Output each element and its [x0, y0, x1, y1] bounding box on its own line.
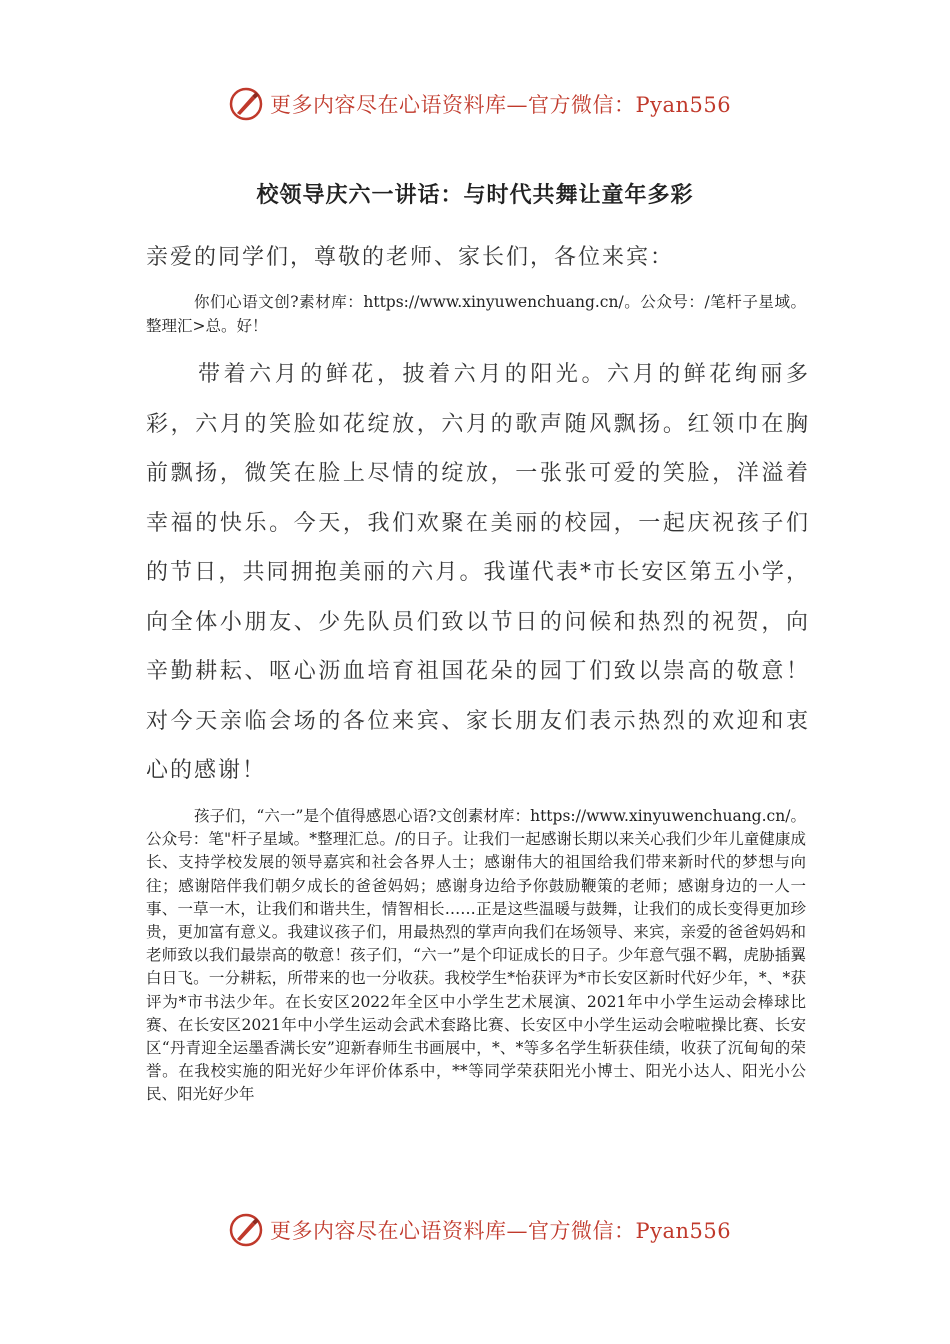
banner-text: 更多内容尽在心语资料库—官方微信：Pyan556	[270, 93, 732, 117]
paragraph-opening: 带着六月的鲜花，披着六月的阳光。六月的鲜花绚丽多彩，六月的笑脸如花绽放，六月的歌声随风飘扬。红领巾在胸前飘扬，微笑在脸上尽情的绽放，一张张可爱的笑脸，洋溢着幸福的快乐。今天，我们欢聚在美丽的校园，一起庆祝孩子们的节日，共同拥抱美丽的六月。我谨代表*市长安区第五小学，向全体小朋友、少先队员们致以节日的问候和热烈的祝贺，向辛勤耕耘、呕心沥血培育祖国花朵的园丁们致以崇高的敬意！对今天亲临会场的各位来宾、家长朋友们表示热烈的欢迎和衷心的感谢！	[146, 362, 810, 783]
footer-banner	[0, 1206, 950, 1254]
footer-banner-text: 更多内容尽在心语资料库—官方微信：Pyan556	[270, 1219, 732, 1243]
paragraph-source-note: 你们心语文创?素材库：https://www.xinyuwenchuang.cn/。公众号：/笔杆子星域。整理汇>总。好！	[146, 293, 806, 335]
pen-logo-icon	[228, 1212, 264, 1248]
header-banner	[0, 80, 950, 128]
salutation: 亲爱的同学们，尊敬的老师、家长们，各位来宾：	[146, 245, 675, 270]
pen-logo-icon	[228, 86, 264, 122]
paragraph-thanks: 孩子们，“六一”是个值得感恩心语?文创素材库：https://www.xinyuwenchuang.cn/。公众号：笔"杆子星域。*整理汇总。/的日子。让我们一起感谢长期以来关心我们少年儿童健康成长、支持学校发展的领导嘉宾和社会各界人士；感谢伟大的祖国给我们带来新时代的梦想与向往；感谢陪伴我们朝夕成长的爸爸妈妈；感谢身边给予你鼓励鞭策的老师；感谢身边的一人一事、一草一木，让我们和谐共生，情智相长……正是这些温暖与鼓舞，让我们的成长变得更加珍贵，更加富有意义。我建议孩子们，用最热烈的掌声向我们在场领导、来宾，亲爱的爸爸妈妈和老师致以我们最崇高的敬意！孩子们，“六一”是个印证成长的日子。少年意气强不羁，虎胁插翼白日飞。一分耕耘，所带来的也一分收获。我校学生*怡获评为*市长安区新时代好少年，*、*获评为*市书法少年。在长安区2022年全区中小学生艺术展演、2021年中小学生运动会棒球比赛、在长安区2021年中小学生运动会武术套路比赛、长安区中小学生运动会啦啦操比赛、长安区“丹青迎全运墨香满长安”迎新春师生书画展中，*、*等多名学生斩获佳绩，收获了沉甸甸的荣誉。在我校实施的阳光好少年评价体系中，**等同学荣获阳光小博士、阳光小达人、阳光小公民、阳光好少年	[146, 807, 806, 1104]
page-title: 校领导庆六一讲话：与时代共舞让童年多彩	[256, 182, 694, 208]
